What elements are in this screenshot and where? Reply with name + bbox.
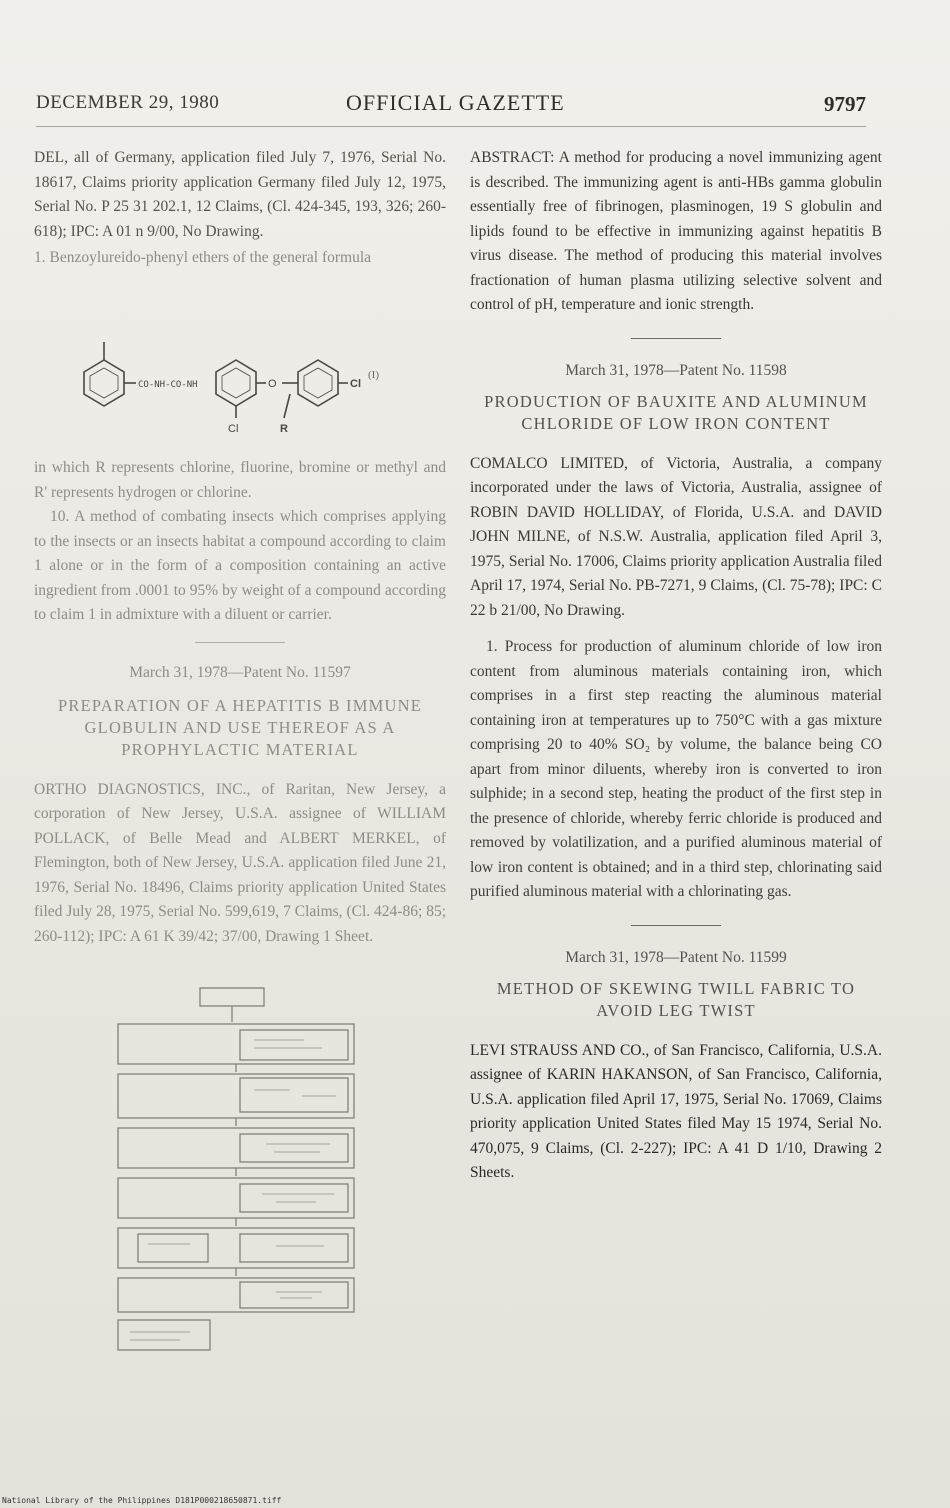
patent-11598-assignee bbox=[470, 452, 882, 624]
patent-11599-assignee-name: LEVI STRAUSS AND CO., bbox=[470, 1041, 650, 1059]
separator bbox=[195, 642, 285, 643]
patent-11599-assignee bbox=[470, 1039, 882, 1186]
header-date: DECEMBER 29, 1980 bbox=[36, 92, 220, 113]
patent-11598-assignee-name: COMALCO LIMITED, bbox=[470, 454, 628, 472]
formula-label-r: R bbox=[280, 423, 288, 435]
patent-drawing-flowchart bbox=[90, 982, 390, 1358]
patent-11597-title: PREPARATION OF A HEPATITIS B IMMUNE GLOBULIN AND USE THEREOF AS A PROPHYLACTIC MATERIAL bbox=[58, 696, 422, 759]
patent-11598-title: PRODUCTION OF BAUXITE AND ALUMINUM CHLORIDE OF LOW IRON CONTENT bbox=[484, 392, 868, 433]
header-title: OFFICIAL GAZETTE bbox=[346, 90, 565, 115]
right-column bbox=[470, 146, 882, 1186]
patent-11597-line: March 31, 1978—Patent No. 11597 bbox=[129, 663, 351, 681]
left-column-lower bbox=[34, 456, 446, 949]
patent-11599-line: March 31, 1978—Patent No. 11599 bbox=[565, 948, 787, 966]
patent-11599-assignee-text: of San Francisco, California, U.S.A. assignee of KARIN HAKANSON, of San Francisco, California, U.S.A. application filed April 17, 1975, Serial No. 17069, Claims priority application United States filed May 15 1974, Serial No. 470,075, 9 Claims, (Cl. 2-227); IPC: A 41 D 1/10, Drawing 2 Sheets. bbox=[470, 1041, 882, 1181]
assignee-text: of Raritan, New Jersey, a corporation of New Jersey, U.S.A. assignee of WILLIAM POLLACK, of Belle Mead and ALBERT MERKEL, of Flemington, both of New Jersey, U.S.A. application filed June 21, 1976, Serial No. 18496, Claims priority application United States filed July 28, 1975, Serial No. 599,619, 7 Claims, (Cl. 424-86; 85; 260-112); IPC: A 61 K 39/42; 37/00, Drawing 1 Sheet. bbox=[34, 780, 446, 945]
header-rule bbox=[36, 126, 866, 127]
formula-label-cl-right: Cl bbox=[350, 378, 361, 390]
formula-label-left: CO-NH-CO-NH bbox=[138, 380, 198, 390]
separator bbox=[631, 925, 721, 926]
separator bbox=[631, 338, 721, 339]
claim-1: 1. Benzoylureido-phenyl ethers of the general formula bbox=[34, 249, 372, 266]
abstract-label: ABSTRACT: bbox=[470, 149, 555, 166]
patent-11597-assignee bbox=[34, 778, 446, 950]
chemical-formula bbox=[44, 332, 394, 442]
intro-paragraph: DEL, all of Germany, application filed July 7, 1976, Serial No. 18617, Claims priority application Germany filed July 12, 1975, Serial No. P 25 31 202.1, 12 Claims, (Cl. 424-345, 193, 326; 260-618); IPC: A 01 n 9/00, No Drawing. bbox=[34, 149, 446, 240]
claim-10: 10. A method of combating insects which comprises applying to the insects or an insects habitat a compound according to claim 1 alone or in the form of a composition containing an active ingredient from .0001 to 95% by weight of a compound according to claim 1 in admixture with a diluent or carrier. bbox=[34, 508, 446, 623]
scan-footer: National Library of the Philippines D181P000218650871.tiff bbox=[2, 1496, 282, 1505]
assignee-name: ORTHO DIAGNOSTICS, INC., bbox=[34, 780, 251, 798]
formula-marker: (I) bbox=[368, 369, 379, 381]
drawing-text-marks bbox=[130, 1040, 336, 1340]
patent-11598-claim: 1. Process for production of aluminum chloride of low iron content from aluminous materials containing iron, which comprises in a first step reacting the aluminous material containing iron at temperatures up to 750°C with a gas mixture comprising 20 to 40% SO₂ by volume, the balance being CO apart from minor diluents, whereby iron is converted to iron sulphide; in a second step, heating the product of the first step in the presence of chloride, whereby ferric chloride is produced and removed by volatilization, and a purified aluminous material of low iron content is obtained; and in a third step, chlorinating said purified aluminous material with a chlorinating gas. bbox=[470, 638, 882, 900]
formula-definition: in which R represents chlorine, fluorine, bromine or methyl and R' represents hydrogen or chlorine. bbox=[34, 459, 446, 501]
formula-label-cl-bottom: Cl bbox=[228, 423, 239, 435]
formula-label-oxygen: O bbox=[268, 378, 277, 390]
left-column bbox=[34, 146, 446, 271]
patent-11599-title: METHOD OF SKEWING TWILL FABRIC TO AVOID LEG TWIST bbox=[496, 979, 856, 1020]
patent-11598-line: March 31, 1978—Patent No. 11598 bbox=[565, 361, 787, 379]
patent-11598-assignee-text: of Victoria, Australia, a company incorporated under the laws of Victoria, Australia, assignee of ROBIN DAVID HOLLIDAY, of Florida, U.S.A. and DAVID JOHN MILNE, of N.S.W. Australia, application filed April 3, 1975, Serial No. 17006, Claims priority application Australia filed April 17, 1974, Serial No. PB-7271, 9 Claims, (Cl. 75-78); IPC: C 22 b 21/00, No Drawing. bbox=[470, 454, 882, 619]
abstract-paragraph bbox=[470, 146, 882, 318]
page-header bbox=[36, 88, 866, 124]
abstract-text: A method for producing a novel immunizing agent is described. The immunizing agent is anti-HBs gamma globulin essentially free of fibrinogen, plasminogen, 19 S globulin and lipids found to be effective in immunizing against hepatitis B virus disease. The method of producing this material involves fractionation of human plasma utilizing selective solvent and control of pH, temperature and ionic strength. bbox=[470, 149, 882, 313]
header-page-number: 9797 bbox=[824, 92, 866, 116]
